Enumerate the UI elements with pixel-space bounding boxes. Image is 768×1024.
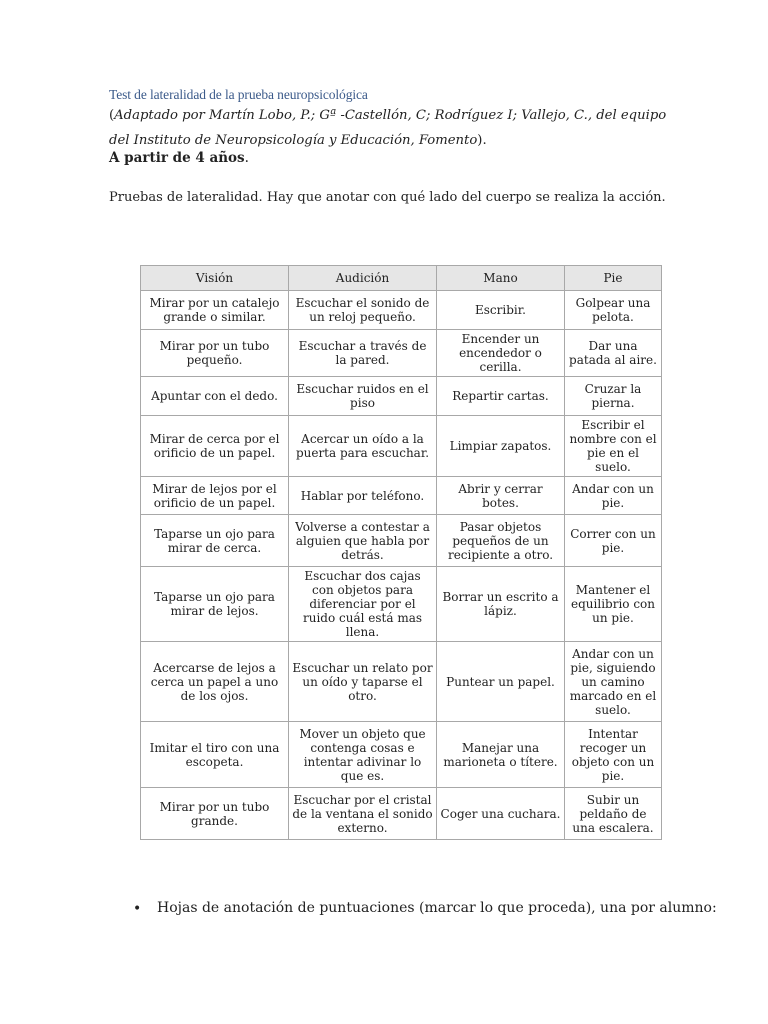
intro-paragraph: Pruebas de lateralidad. Hay que anotar con qué lado del cuerpo se realiza la acción. xyxy=(109,190,666,205)
table-cell: Pasar objetos pequeños de un recipiente a otro. xyxy=(437,515,565,567)
age-label: A partir de 4 años xyxy=(109,150,245,166)
attribution-body: Adaptado por Martín Lobo, P.; Gª -Castellón, C; Rodríguez I; Vallejo, C., del equipo del Instituto de Neuropsicología y Educación, Fomento xyxy=(109,108,667,148)
attribution-text xyxy=(109,103,669,153)
table-cell: Mirar por un tubo grande. xyxy=(141,788,289,840)
table-cell: Acercarse de lejos a cerca un papel a uno de los ojos. xyxy=(141,642,289,722)
table-row xyxy=(141,377,662,416)
bullet-item-text: Hojas de anotación de puntuaciones (marcar lo que proceda), una por alumno: xyxy=(157,900,717,916)
open-paren: ( xyxy=(109,108,115,123)
header-pie: Pie xyxy=(565,266,662,291)
table-cell: Coger una cuchara. xyxy=(437,788,565,840)
table-cell: Taparse un ojo para mirar de lejos. xyxy=(141,567,289,642)
table-cell: Mirar por un catalejo grande o similar. xyxy=(141,291,289,330)
table-row xyxy=(141,722,662,788)
table-cell: Borrar un escrito a lápiz. xyxy=(437,567,565,642)
table-cell: Golpear una pelota. xyxy=(565,291,662,330)
table-cell: Escuchar ruidos en el piso xyxy=(289,377,437,416)
table-row xyxy=(141,416,662,477)
header-mano: Mano xyxy=(437,266,565,291)
table-cell: Limpiar zapatos. xyxy=(437,416,565,477)
table-cell: Acercar un oído a la puerta para escuchar. xyxy=(289,416,437,477)
bullet-icon: • xyxy=(133,901,142,917)
table-row xyxy=(141,642,662,722)
table-row xyxy=(141,330,662,377)
table-cell: Escribir el nombre con el pie en el suelo. xyxy=(565,416,662,477)
header-audicion: Audición xyxy=(289,266,437,291)
table-cell: Encender un encendedor o cerilla. xyxy=(437,330,565,377)
table-cell: Taparse un ojo para mirar de cerca. xyxy=(141,515,289,567)
table-cell: Mirar por un tubo pequeño. xyxy=(141,330,289,377)
table-cell: Intentar recoger un objeto con un pie. xyxy=(565,722,662,788)
header-vision: Visión xyxy=(141,266,289,291)
table-cell: Mover un objeto que contenga cosas e intentar adivinar lo que es. xyxy=(289,722,437,788)
table-row xyxy=(141,515,662,567)
table-cell: Mantener el equilibrio con un pie. xyxy=(565,567,662,642)
laterality-table xyxy=(140,265,662,840)
table-cell: Repartir cartas. xyxy=(437,377,565,416)
table-cell: Andar con un pie, siguiendo un camino marcado en el suelo. xyxy=(565,642,662,722)
age-suffix: . xyxy=(244,150,249,166)
table-cell: Mirar de cerca por el orificio de un papel. xyxy=(141,416,289,477)
table-row xyxy=(141,477,662,515)
table-cell: Imitar el tiro con una escopeta. xyxy=(141,722,289,788)
table-cell: Abrir y cerrar botes. xyxy=(437,477,565,515)
age-line xyxy=(109,150,249,166)
table-cell: Escuchar un relato por un oído y taparse el otro. xyxy=(289,642,437,722)
table-cell: Dar una patada al aire. xyxy=(565,330,662,377)
table-row xyxy=(141,788,662,840)
table-cell: Mirar de lejos por el orificio de un papel. xyxy=(141,477,289,515)
table-cell: Escribir. xyxy=(437,291,565,330)
table-cell: Escuchar dos cajas con objetos para diferenciar por el ruido cuál está mas llena. xyxy=(289,567,437,642)
document-title: Test de lateralidad de la prueba neuropsicológica xyxy=(109,87,368,102)
table-cell: Apuntar con el dedo. xyxy=(141,377,289,416)
table-cell: Escuchar el sonido de un reloj pequeño. xyxy=(289,291,437,330)
table-cell: Manejar una marioneta o títere. xyxy=(437,722,565,788)
table-row xyxy=(141,567,662,642)
table-cell: Correr con un pie. xyxy=(565,515,662,567)
table-cell: Escuchar por el cristal de la ventana el sonido externo. xyxy=(289,788,437,840)
table-cell: Subir un peldaño de una escalera. xyxy=(565,788,662,840)
close-paren: ). xyxy=(477,133,487,148)
table-cell: Hablar por teléfono. xyxy=(289,477,437,515)
table-cell: Andar con un pie. xyxy=(565,477,662,515)
table-cell: Puntear un papel. xyxy=(437,642,565,722)
table-cell: Cruzar la pierna. xyxy=(565,377,662,416)
table-row xyxy=(141,291,662,330)
table-header-row xyxy=(141,266,662,291)
table-cell: Escuchar a través de la pared. xyxy=(289,330,437,377)
table-cell: Volverse a contestar a alguien que habla por detrás. xyxy=(289,515,437,567)
